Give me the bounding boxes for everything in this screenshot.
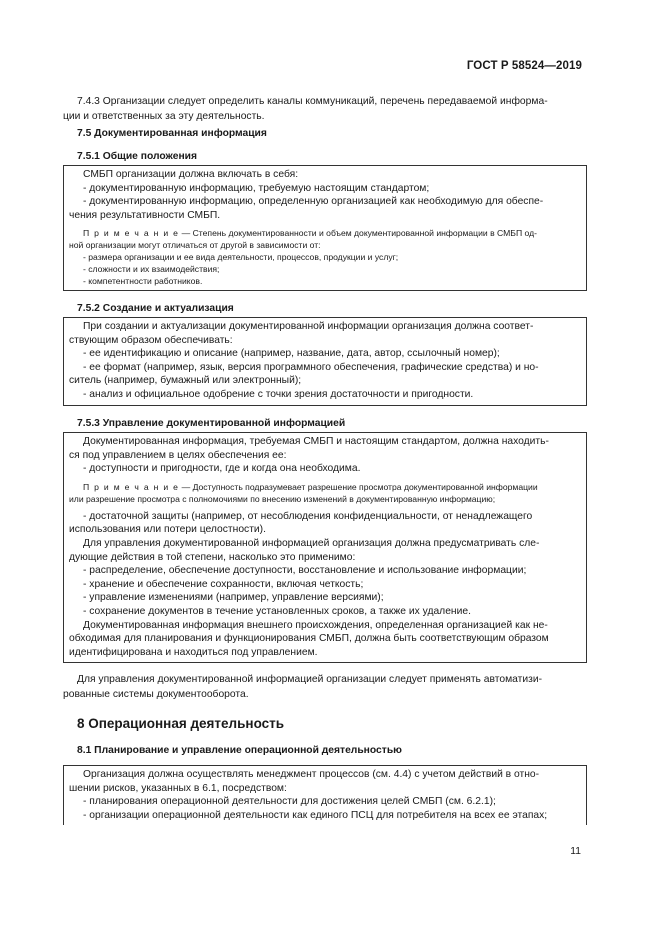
section-heading-7-5-3: 7.5.3 Управление документированной информацией bbox=[77, 418, 346, 429]
text-line: дующие действия в той степени, насколько это применимо: bbox=[69, 551, 356, 563]
text-line: - управление изменениями (например, управление версиями); bbox=[83, 592, 384, 604]
text-line: - хранение и обеспечение сохранности, включая четкость; bbox=[83, 578, 364, 590]
text-line: чения результативности СМБП. bbox=[69, 209, 221, 221]
text-line: - ее идентификацию и описание (например, название, дата, автор, ссылочный номер); bbox=[83, 348, 500, 360]
text-line: - достаточной защиты (например, от несоблюдения конфиденциальности, от ненадлежащего bbox=[83, 510, 533, 522]
text-line: 7.4.3 Организации следует определить каналы коммуникаций, перечень передаваемой информа- bbox=[77, 96, 548, 107]
text-line: - документированную информацию, требуемую настоящим стандартом; bbox=[83, 182, 430, 194]
note-label: П р и м е ч а н и е bbox=[83, 481, 180, 492]
note-line bbox=[69, 227, 581, 239]
note-line: - размера организации и ее вида деятельности, процессов, продукции и услуг; bbox=[83, 252, 399, 263]
note-line bbox=[69, 481, 581, 493]
section-heading-8: 8 Операционная деятельность bbox=[77, 716, 285, 731]
note-line: или разрешение просмотра с полномочиями по внесению изменений в документированную информацию; bbox=[69, 493, 496, 504]
text-line: ся под управлением в целях обеспечения ее: bbox=[69, 449, 287, 461]
clause-7-4-3 bbox=[63, 95, 585, 124]
text-line: Документированная информация внешнего происхождения, определенная организацией как не- bbox=[83, 619, 548, 631]
text-line: - сохранение документов в течение установленных сроков, а также их удаление. bbox=[83, 605, 471, 617]
note-line: - компетентности работников. bbox=[83, 276, 203, 287]
text-line: ствующим образом обеспечивать: bbox=[69, 334, 233, 346]
text-line: - ее формат (например, язык, версия программного обеспечения, графические средства) и но- bbox=[83, 361, 539, 373]
note-line: ной организации могут отличаться от другой в зависимости от: bbox=[69, 240, 321, 251]
text-line: При создании и актуализации документированной информации организация должна соответ- bbox=[83, 321, 534, 332]
text-line: - документированную информацию, определенную организацией как необходимую для обеспе- bbox=[83, 196, 544, 208]
section-heading-7-5-2: 7.5.2 Создание и актуализация bbox=[77, 303, 234, 314]
note-line: - сложности и их взаимодействия; bbox=[83, 264, 220, 275]
text-line: - доступности и пригодности, где и когда она необходима. bbox=[83, 463, 361, 475]
text-line: обходимая для планирования и функционирования СМБП, должна быть соответствующим образом bbox=[69, 633, 549, 645]
text-line: шении рисков, указанных в 6.1, посредством: bbox=[69, 782, 287, 794]
text-line: - планирования операционной деятельности для достижения целей СМБП (см. 6.2.1); bbox=[83, 796, 496, 808]
text-line: использования или потери целостности). bbox=[69, 524, 266, 536]
text-line: рованные системы документооборота. bbox=[63, 688, 249, 700]
paragraph-automation bbox=[63, 673, 585, 702]
text-line: СМБП организации должна включать в себя: bbox=[83, 169, 299, 180]
page-number: 11 bbox=[570, 846, 581, 857]
text-line: Для управления документированной информацией организации следует применять автоматизи- bbox=[77, 674, 543, 685]
text-line: идентифицирована и находиться под управлением. bbox=[69, 646, 318, 658]
text-line: Для управления документированной информацией организация должна предусматривать сле- bbox=[83, 537, 540, 549]
note-text: — Доступность подразумевает разрешение просмотра документированной информации bbox=[179, 481, 538, 492]
text-line: - распределение, обеспечение доступности, восстановление и использование информации; bbox=[83, 565, 527, 577]
text-line: Организация должна осуществлять менеджмент процессов (см. 4.4) с учетом действий в отно- bbox=[83, 769, 540, 780]
document-header: ГОСТ Р 58524—2019 bbox=[466, 60, 582, 72]
boxed-text-7-5-1 bbox=[63, 165, 587, 291]
boxed-text-7-5-3 bbox=[63, 432, 587, 663]
text-line: - анализ и официальное одобрение с точки зрения достаточности и пригодности. bbox=[83, 388, 474, 400]
boxed-text-7-5-2 bbox=[63, 317, 587, 406]
note-label: П р и м е ч а н и е bbox=[83, 228, 180, 239]
note-text: — Степень документированности и объем документированной информации в СМБП од- bbox=[179, 228, 537, 239]
section-heading-8-1: 8.1 Планирование и управление операционной деятельностью bbox=[77, 745, 402, 756]
text-line: ситель (например, бумажный или электронный); bbox=[69, 375, 302, 387]
boxed-text-8-1 bbox=[63, 765, 587, 825]
section-heading-7-5: 7.5 Документированная информация bbox=[77, 128, 267, 139]
text-line: ции и ответственных за эту деятельность. bbox=[63, 110, 265, 122]
text-line: - организации операционной деятельности как единого ПСЦ для потребителя на всех ее этапах; bbox=[83, 809, 548, 821]
text-line: Документированная информация, требуемая СМБП и настоящим стандартом, должна находить- bbox=[83, 436, 549, 447]
section-heading-7-5-1: 7.5.1 Общие положения bbox=[77, 151, 197, 162]
